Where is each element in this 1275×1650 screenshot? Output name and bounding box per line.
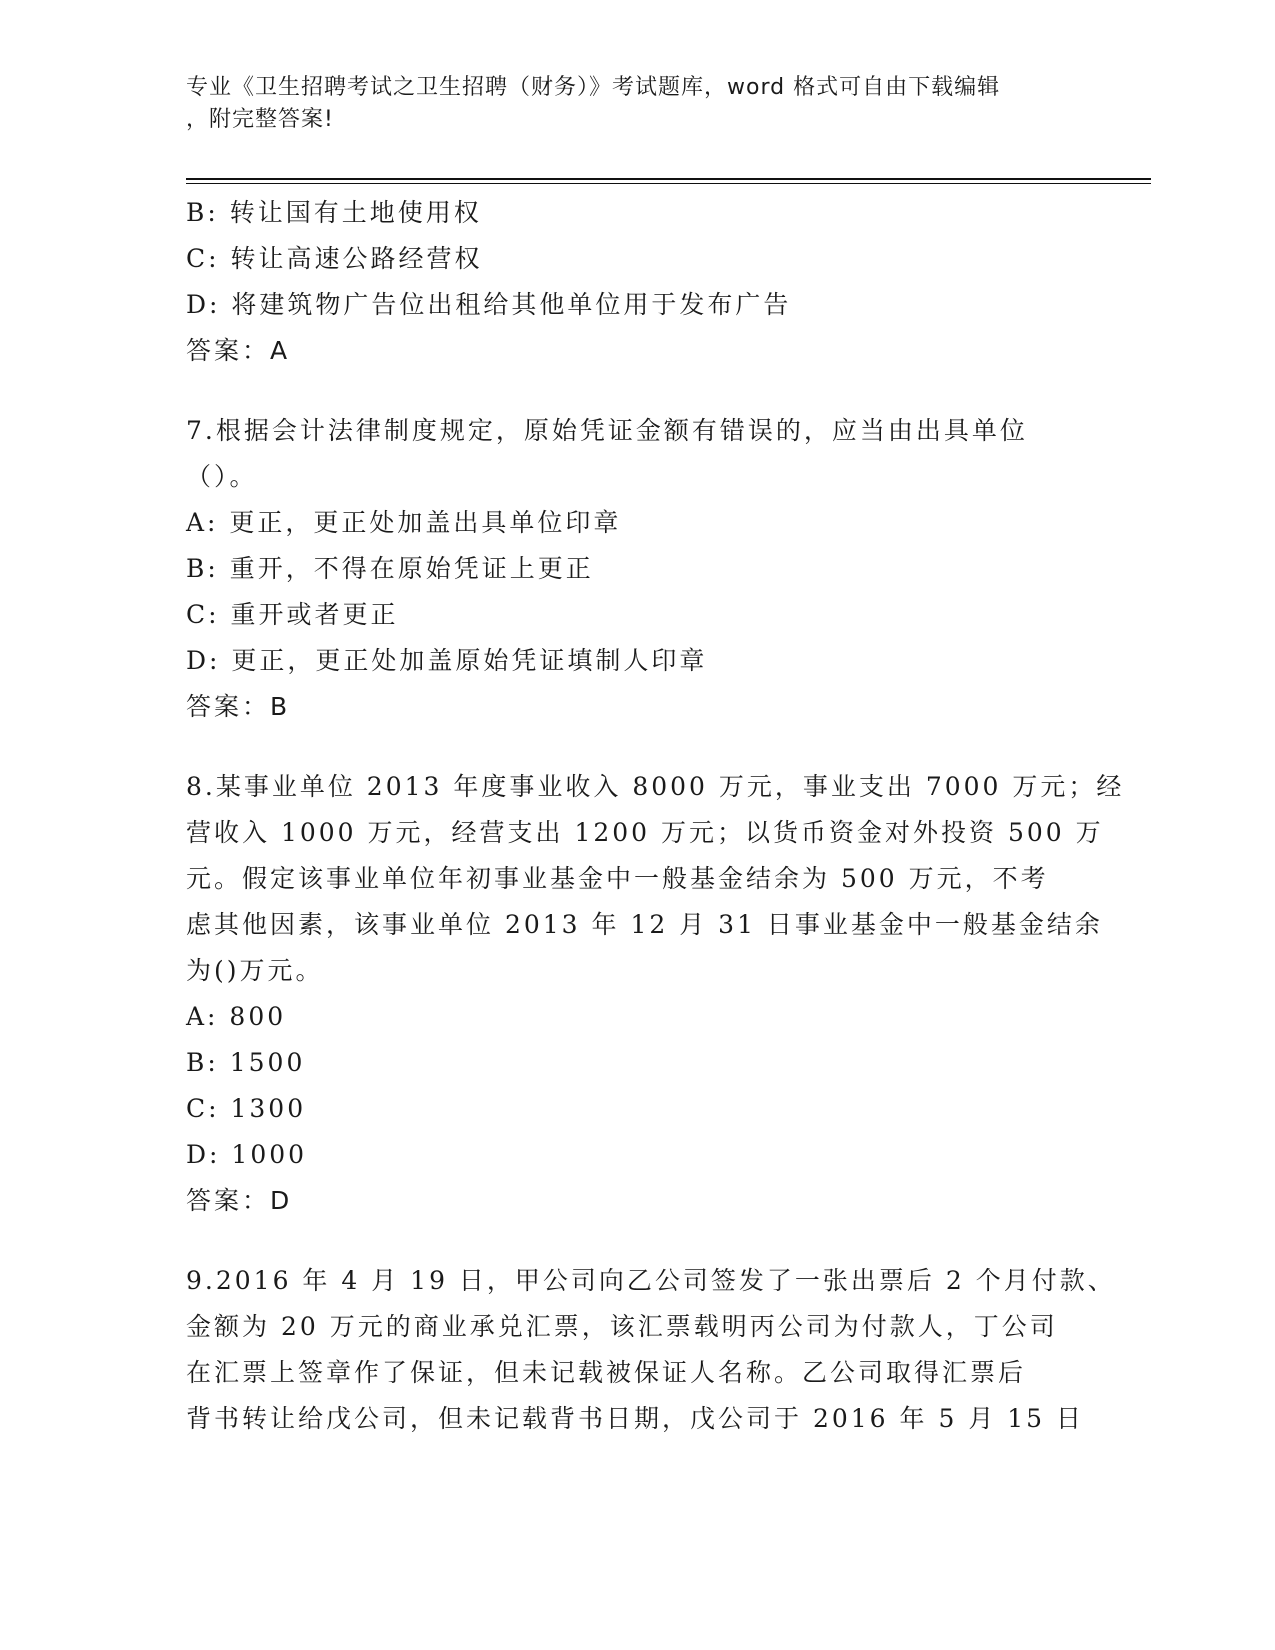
question-text-line: 为()万元。 <box>186 956 324 985</box>
option-b: B: 1500 <box>186 1048 306 1077</box>
option-d: D: 1000 <box>186 1140 308 1169</box>
question-text-line: 营收入 1000 万元，经营支出 1200 万元；以货币资金对外投资 500 万 <box>186 818 1104 847</box>
question-text-line: 金额为 20 万元的商业承兑汇票，该汇票载明丙公司为付款人，丁公司 <box>186 1312 1058 1341</box>
option-b: B: 重开，不得在原始凭证上更正 <box>186 554 594 583</box>
option-c: C: 重开或者更正 <box>186 600 399 629</box>
answer-line: 答案：B <box>186 692 291 721</box>
question-text-line: 在汇票上签章作了保证，但未记载被保证人名称。乙公司取得汇票后 <box>186 1358 1027 1387</box>
question-text-line: 7.根据会计法律制度规定，原始凭证金额有错误的，应当由出具单位 <box>186 416 1028 445</box>
header-line-2: ，附完整答案! <box>186 107 334 132</box>
document-body <box>186 190 1125 1442</box>
question-block-previous <box>186 190 1076 374</box>
header-line-1: 专业《卫生招聘考试之卫生招聘（财务）》考试题库，word 格式可自由下载编辑 <box>186 75 1001 100</box>
answer-line: 答案：A <box>186 336 291 365</box>
question-text-line: 8.某事业单位 2013 年度事业收入 8000 万元，事业支出 7000 万元；经 <box>186 772 1125 801</box>
option-c: C: 1300 <box>186 1094 307 1123</box>
header-rule-thick <box>186 178 1151 180</box>
option-d: D: 更正，更正处加盖原始凭证填制人印章 <box>186 646 708 675</box>
question-text-line: 元。假定该事业单位年初事业基金中一般基金结余为 500 万元，不考 <box>186 864 1049 893</box>
option-b: B: 转让国有土地使用权 <box>186 198 482 227</box>
question-7 <box>186 408 1076 730</box>
question-8 <box>186 764 1125 1224</box>
question-text-line: 9.2016 年 4 月 19 日，甲公司向乙公司签发了一张出票后 2 个月付款、 <box>186 1266 1116 1295</box>
question-9 <box>186 1258 1116 1442</box>
question-text-line: 虑其他因素，该事业单位 2013 年 12 月 31 日事业基金中一般基金结余 <box>186 910 1103 939</box>
option-a: A: 800 <box>186 1002 287 1031</box>
question-text-line: （）。 <box>186 462 258 491</box>
option-a: A: 更正，更正处加盖出具单位印章 <box>186 508 622 537</box>
header-rule-thin <box>186 183 1151 184</box>
document-header <box>186 72 1066 136</box>
option-c: C: 转让高速公路经营权 <box>186 244 483 273</box>
question-text-line: 背书转让给戊公司，但未记载背书日期，戊公司于 2016 年 5 月 15 日 <box>186 1404 1085 1433</box>
answer-line: 答案：D <box>186 1186 293 1215</box>
option-d: D: 将建筑物广告位出租给其他单位用于发布广告 <box>186 290 792 319</box>
